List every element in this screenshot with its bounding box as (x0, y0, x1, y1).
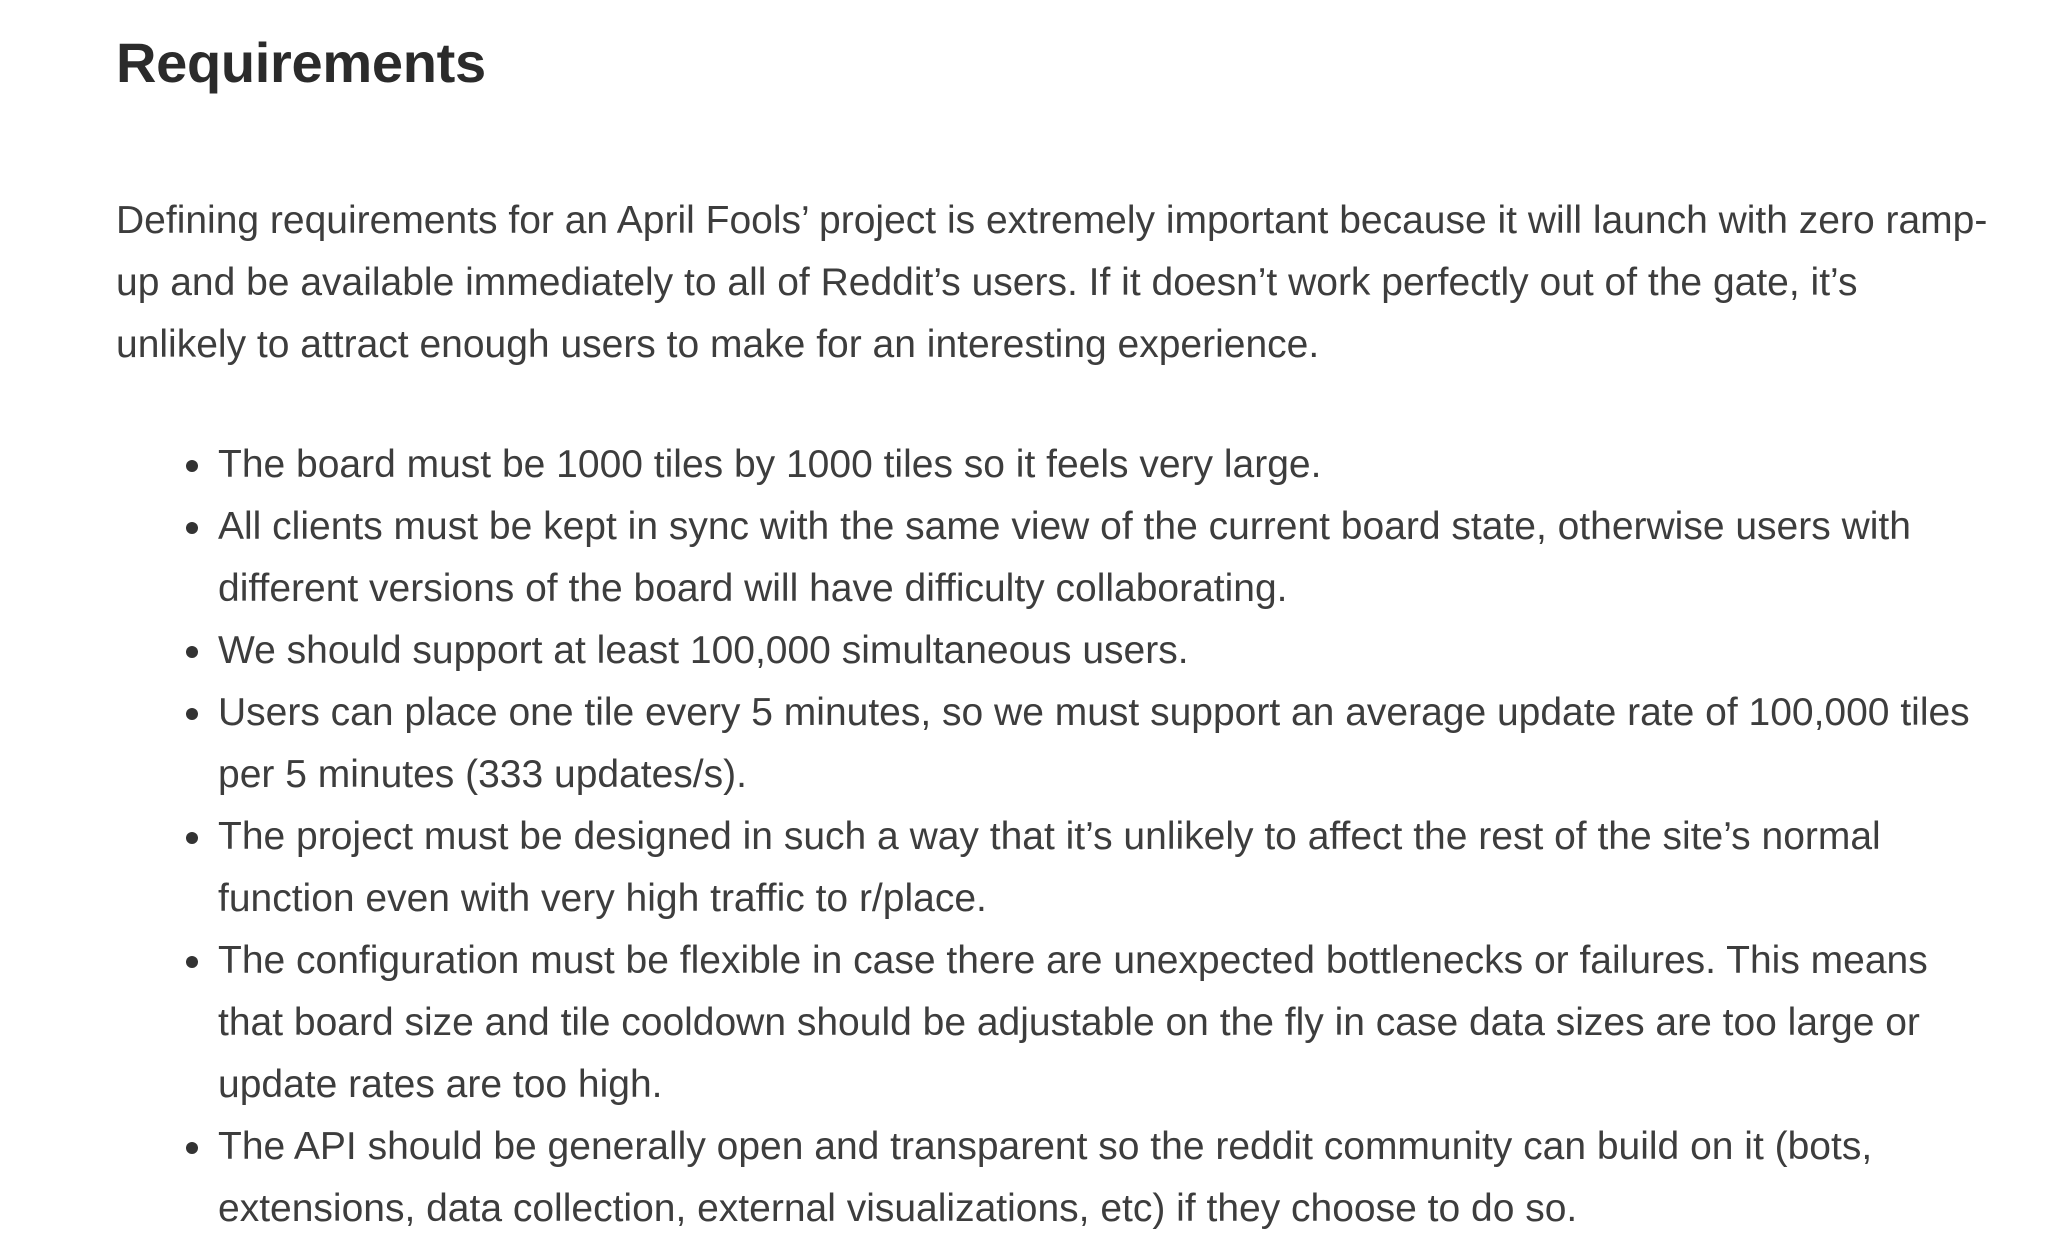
list-item-text: Users can place one tile every 5 minutes, so we must support an average update rate of 100,000 tiles per 5 minutes (333 updates/s). (218, 691, 1970, 796)
list-item-text: The API should be generally open and transparent so the reddit community can build on it (bots, extensions, data collection, external visualizations, etc) if they choose to do so. (218, 1125, 1873, 1230)
list-item (218, 434, 1996, 496)
list-item-text: The project must be designed in such a way that it’s unlikely to affect the rest of the site’s normal function even with very high traffic to r/place. (218, 815, 1881, 920)
list-item (218, 496, 1996, 620)
bullet-icon (186, 956, 198, 968)
list-item (218, 930, 1996, 1116)
list-item (218, 1116, 1996, 1240)
list-item-text: All clients must be kept in sync with the same view of the current board state, otherwise users with different versions of the board will have difficulty collaborating. (218, 505, 1911, 610)
list-item (218, 806, 1996, 930)
bullet-icon (186, 522, 198, 534)
list-item (218, 620, 1996, 682)
bullet-icon (186, 708, 198, 720)
bullet-icon (186, 1142, 198, 1154)
list-item-text: We should support at least 100,000 simultaneous users. (218, 629, 1189, 672)
list-item-text: The board must be 1000 tiles by 1000 tiles so it feels very large. (218, 443, 1322, 486)
bullet-icon (186, 646, 198, 658)
requirements-list (116, 434, 1996, 1240)
list-item (218, 682, 1996, 806)
section-heading: Requirements (116, 31, 486, 94)
bullet-icon (186, 832, 198, 844)
bullet-icon (186, 460, 198, 472)
intro-paragraph: Defining requirements for an April Fools’ project is extremely important because it will launch with zero ramp-up and be available immediately to all of Reddit’s users. If it doesn’t work perfectly out of the gate, it’s unlikely to attract enough users to make for an interesting experience. (116, 199, 1988, 366)
list-item-text: The configuration must be flexible in case there are unexpected bottlenecks or failures. This means that board size and tile cooldown should be adjustable on the fly in case data sizes are too large or update rates are too high. (218, 939, 1928, 1106)
article-content (116, 0, 1996, 1240)
